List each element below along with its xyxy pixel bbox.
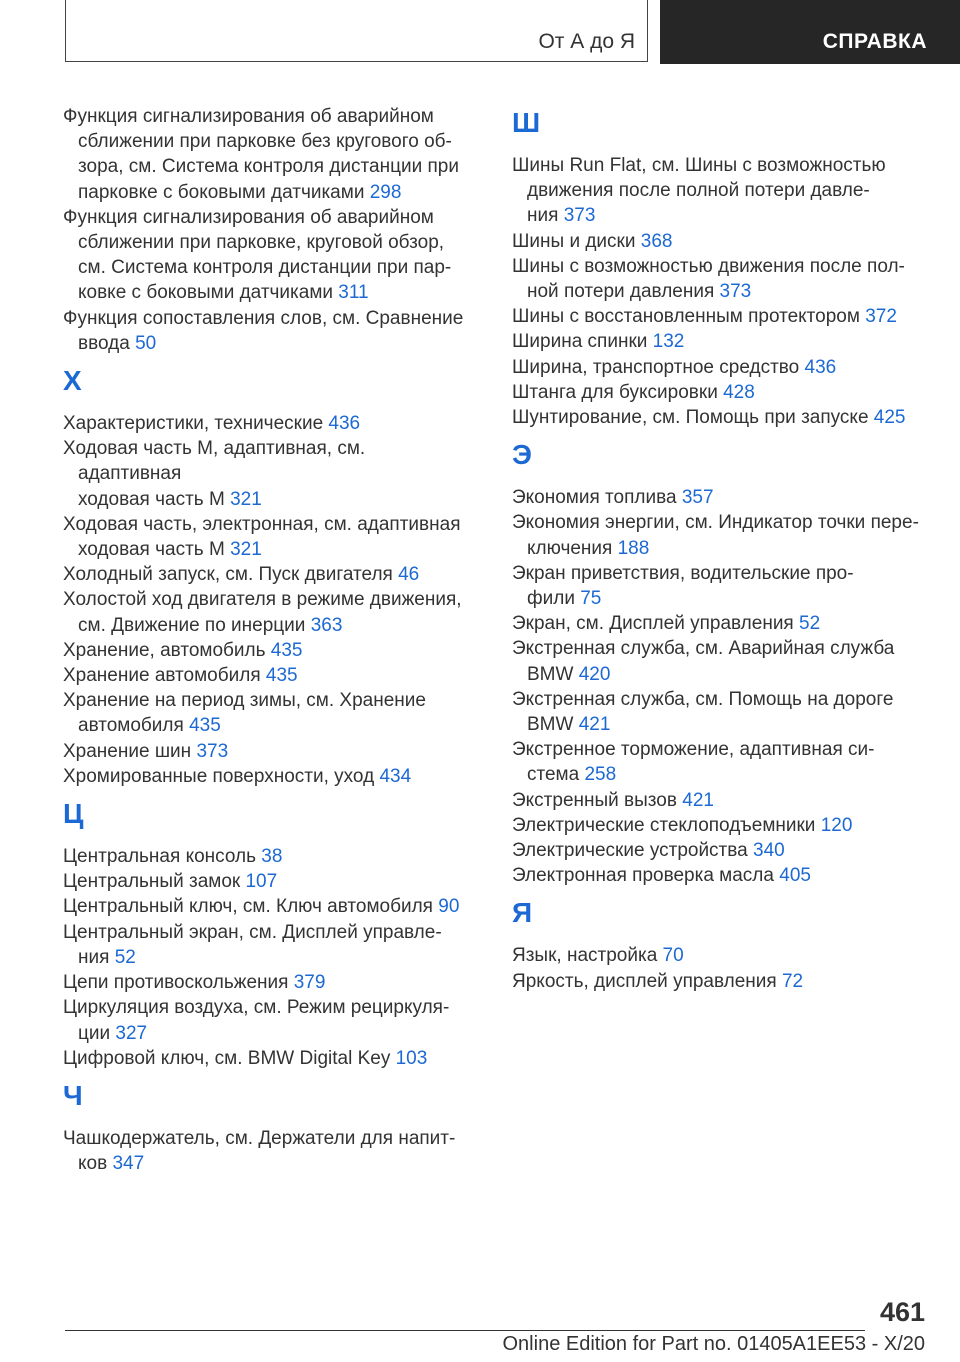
entry-text: Холостой ход двигателя в режиме движения, см. Движение по инерции: [63, 589, 462, 636]
entry-text: Экран, см. Дисплей управления: [512, 613, 794, 635]
index-entry: [512, 636, 922, 686]
entry-text: Хромированные поверхности, уход: [63, 765, 375, 787]
entry-text: Экстренное торможение, адаптивная си- стема: [512, 739, 875, 786]
page-link[interactable]: 428: [723, 381, 755, 403]
page-link[interactable]: 52: [114, 946, 136, 968]
index-section: [63, 104, 473, 356]
page-link[interactable]: 435: [265, 665, 298, 687]
tab-reference-label: СПРАВКА: [822, 30, 927, 53]
tab-a-to-z[interactable]: [65, 0, 648, 62]
index-entry: [512, 510, 922, 560]
section-letter: Я: [512, 897, 533, 929]
index-column-left: [63, 104, 473, 1182]
entry-text: Экран приветствия, водительские про- фили: [512, 562, 854, 610]
entry-text: Центральная консоль: [63, 846, 256, 868]
page-link[interactable]: 357: [681, 487, 714, 509]
index-entry: [63, 995, 473, 1045]
index-entry: [63, 205, 473, 306]
index-entry: [512, 737, 922, 787]
index-entry: [512, 380, 922, 405]
page-link[interactable]: 38: [261, 846, 283, 868]
index-entry: [63, 1046, 473, 1071]
index-entry: [63, 869, 473, 894]
entry-text: Хранение шин: [63, 740, 192, 762]
page-link[interactable]: 436: [328, 413, 361, 435]
page-link[interactable]: 435: [270, 639, 303, 661]
entry-text: Ширина спинки: [512, 331, 648, 353]
index-entry: [512, 229, 922, 254]
index-entry: [63, 512, 473, 562]
page-link[interactable]: 435: [189, 715, 221, 737]
page-link[interactable]: 373: [196, 740, 229, 762]
page-link[interactable]: 405: [779, 865, 811, 887]
index-entry: [63, 688, 473, 738]
entry-text: Шины с возможностью движения после пол- ной потери давления: [512, 255, 905, 303]
entry-text: Шины и диски: [512, 230, 636, 252]
index-entry: [63, 411, 473, 436]
entry-text: Хранение на период зимы, см. Хранение автомобиля: [63, 690, 426, 737]
page-link[interactable]: 188: [617, 537, 650, 559]
index-entry: [512, 254, 922, 304]
page-link[interactable]: 70: [662, 945, 684, 967]
page-header: [65, 0, 960, 64]
entry-text: Ходовая часть M, адаптивная, см. адаптивная ходовая часть M: [63, 438, 366, 510]
section-letter: Х: [63, 365, 82, 397]
page-link[interactable]: 420: [578, 663, 611, 685]
page-link[interactable]: 372: [865, 306, 897, 328]
index-entry: [512, 788, 922, 813]
entry-text: Функция сопоставления слов, см. Сравнение ввода: [63, 307, 464, 354]
index-section: [63, 362, 473, 789]
index-entry: [63, 104, 473, 205]
index-section: [512, 436, 922, 888]
index-entry: [512, 969, 922, 994]
entry-text: Центральный экран, см. Дисплей управле- ния: [63, 921, 442, 968]
entry-text: Шины с восстановленным протектором: [512, 306, 860, 328]
entry-text: Центральный замок: [63, 871, 241, 893]
index-entry: [63, 562, 473, 587]
section-letter: Э: [512, 439, 532, 471]
page-link[interactable]: 421: [578, 714, 611, 736]
entry-text: Экстренный вызов: [512, 789, 677, 811]
entry-text: Электрические устройства: [512, 840, 748, 862]
page-link[interactable]: 363: [310, 614, 343, 636]
index-section: [512, 894, 922, 993]
tab-a-to-z-label: От А до Я: [538, 30, 635, 53]
index-entry: [512, 863, 922, 888]
index-entry: [512, 687, 922, 737]
page-link[interactable]: 425: [873, 407, 906, 429]
page-link[interactable]: 434: [379, 765, 412, 787]
entry-text: Штанга для буксировки: [512, 381, 718, 403]
page-link[interactable]: 321: [230, 488, 262, 510]
page-link[interactable]: 340: [753, 840, 785, 862]
page-link[interactable]: 368: [640, 230, 673, 252]
page-link[interactable]: 436: [804, 356, 837, 378]
index-entry: [63, 436, 473, 512]
index-entry: [512, 304, 922, 329]
section-letter: Ц: [63, 798, 84, 830]
page-link[interactable]: 373: [719, 281, 752, 303]
page-link[interactable]: 258: [584, 764, 617, 786]
page-link[interactable]: 90: [438, 896, 460, 918]
index-column-right: [512, 104, 922, 1000]
entry-text: Электрические стеклоподъемники: [512, 814, 816, 836]
entry-text: Чашкодержатель, см. Держатели для напит- ков: [63, 1127, 456, 1175]
entry-text: Экстренная служба, см. Аварийная служба BMW: [512, 638, 895, 685]
index-entry: [512, 611, 922, 636]
entry-text: Шины Run Flat, см. Шины с возможностью движения после полной потери давле- ния: [512, 155, 886, 227]
index-entry: [512, 355, 922, 380]
footer-edition: Online Edition for Part no. 01405A1EE53 - X/20: [502, 1333, 925, 1355]
index-entry: [63, 1126, 473, 1176]
page-link[interactable]: 421: [682, 789, 714, 811]
page-link[interactable]: 379: [293, 972, 326, 994]
page-number: 461: [879, 1297, 925, 1327]
index-entry: [512, 485, 922, 510]
page-link[interactable]: 50: [135, 332, 157, 354]
page-link[interactable]: 72: [781, 970, 804, 992]
page-link[interactable]: 298: [369, 181, 402, 203]
entry-text: Язык, настройка: [512, 945, 658, 967]
entry-text: Циркуляция воздуха, см. Режим рециркуля- ции: [63, 997, 450, 1044]
entry-text: Ходовая часть, электронная, см. адаптивная ходовая часть M: [63, 513, 461, 561]
index-entry: [63, 663, 473, 688]
entry-text: Центральный ключ, см. Ключ автомобиля: [63, 896, 433, 918]
index-entry: [63, 970, 473, 995]
page-link[interactable]: 321: [230, 539, 262, 561]
entry-text: Цепи противоскольжения: [63, 972, 289, 994]
index-section: [63, 795, 473, 1071]
index-entry: [512, 838, 922, 863]
index-entry: [512, 329, 922, 354]
index-entry: [63, 739, 473, 764]
entry-text: Функция сигнализирования об аварийном сближении при парковке без кругового об- зора, см. Система контроля дистанции при парковке с боковыми датчиками: [63, 106, 459, 203]
page-link[interactable]: 347: [112, 1153, 145, 1175]
index-entry: [63, 306, 473, 356]
index-entry: [63, 920, 473, 970]
index-entry: [63, 638, 473, 663]
entry-text: Хранение, автомобиль: [63, 639, 266, 661]
page-link[interactable]: 75: [580, 588, 602, 610]
tab-reference[interactable]: [660, 0, 960, 64]
page-link[interactable]: 311: [338, 282, 369, 304]
entry-text: Хранение автомобиля: [63, 665, 261, 687]
page-link[interactable]: 120: [820, 814, 853, 836]
entry-text: Характеристики, технические: [63, 413, 324, 435]
section-letter: Ш: [512, 107, 541, 138]
page-link[interactable]: 52: [799, 613, 821, 635]
index-entry: [512, 561, 922, 611]
entry-text: Цифровой ключ, см. BMW Digital Key: [63, 1047, 391, 1069]
page-link[interactable]: 103: [395, 1047, 428, 1069]
entry-text: Яркость, дисплей управления: [512, 970, 777, 992]
index-entry: [512, 943, 922, 968]
index-entry: [512, 813, 922, 838]
entry-text: Шунтирование, см. Помощь при запуске: [512, 407, 869, 429]
entry-text: Экономия энергии, см. Индикатор точки пере- ключения: [512, 512, 919, 559]
page-link[interactable]: 327: [115, 1022, 148, 1044]
section-letter: Ч: [63, 1079, 83, 1111]
index-entry: [63, 587, 473, 637]
entry-text: Холодный запуск, см. Пуск двигателя: [63, 564, 393, 586]
page-link[interactable]: 107: [245, 871, 278, 893]
entry-text: Электронная проверка масла: [512, 865, 774, 887]
index-entry: [63, 894, 473, 919]
page-link[interactable]: 46: [398, 564, 420, 586]
index-section: [512, 104, 922, 430]
index-entry: [512, 153, 922, 229]
entry-text: Экономия топлива: [512, 487, 677, 509]
index-entry: [512, 405, 922, 430]
page-link[interactable]: 373: [563, 205, 596, 227]
entry-text: Экстренная служба, см. Помощь на дороге BMW: [512, 688, 894, 736]
index-entry: [63, 764, 473, 789]
index-section: [63, 1077, 473, 1176]
entry-text: Ширина, транспортное средство: [512, 356, 800, 378]
index-entry: [63, 844, 473, 869]
entry-text: Функция сигнализирования об аварийном сближении при парковке, круговой обзор, см. Система контроля дистанции при пар- ковке с боковыми датчиками: [63, 206, 452, 304]
page-link[interactable]: 132: [652, 331, 685, 353]
footer-divider: [65, 1330, 865, 1331]
